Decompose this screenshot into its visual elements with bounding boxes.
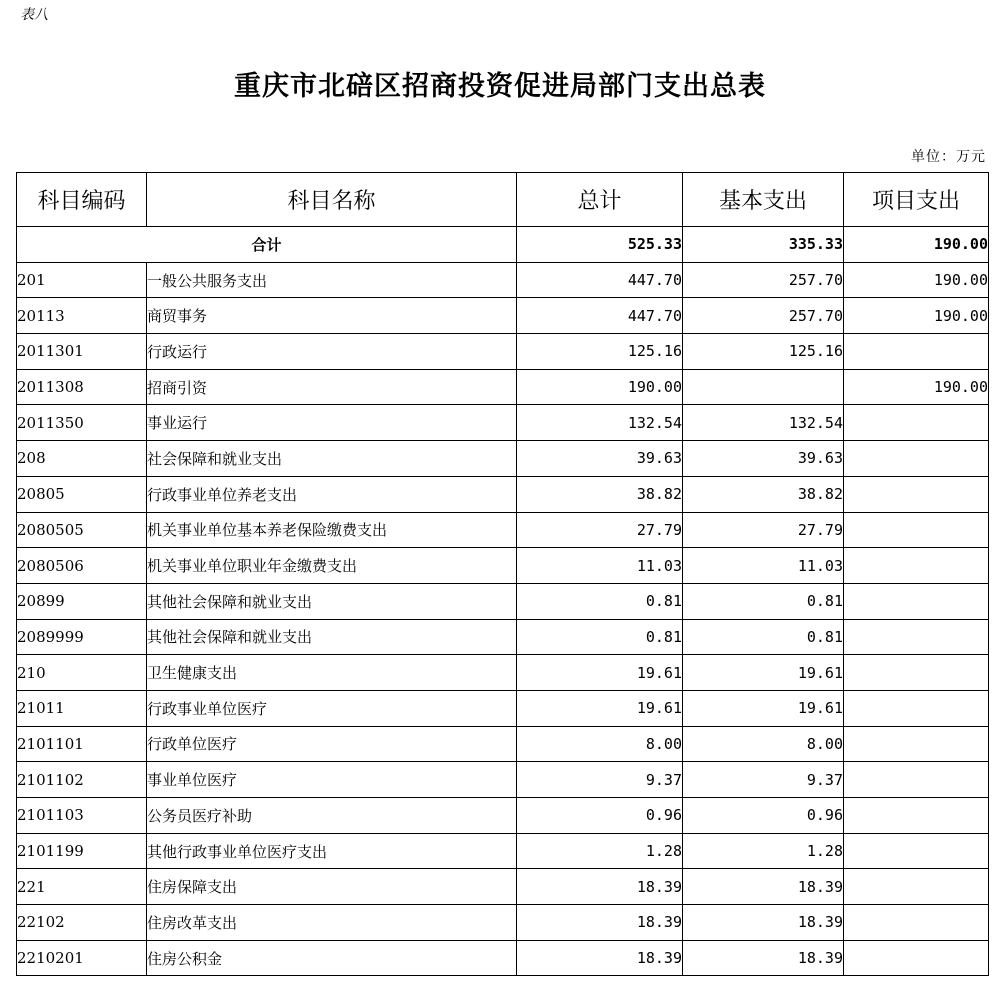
table-row: [17, 833, 989, 869]
row-name: 住房保障支出: [147, 869, 517, 905]
row-basic: 8.00: [683, 726, 844, 762]
row-code: 210: [17, 655, 147, 691]
table-row: [17, 262, 989, 298]
table-row: [17, 726, 989, 762]
row-name: 事业单位医疗: [147, 762, 517, 798]
row-code: 2080506: [17, 548, 147, 584]
table-row: [17, 441, 989, 477]
row-code: 2011350: [17, 405, 147, 441]
table-row: [17, 655, 989, 691]
total-total: 525.33: [517, 227, 683, 263]
row-code: 21011: [17, 690, 147, 726]
row-basic: 18.39: [683, 869, 844, 905]
row-project: [844, 905, 989, 941]
row-basic: 132.54: [683, 405, 844, 441]
row-basic: 0.81: [683, 583, 844, 619]
row-total: 1.28: [517, 833, 683, 869]
row-total: 11.03: [517, 548, 683, 584]
total-label: 合计: [17, 227, 517, 263]
table-row: [17, 619, 989, 655]
row-code: 20805: [17, 476, 147, 512]
header-basic: 基本支出: [683, 173, 844, 227]
table-header-row: [17, 173, 989, 227]
row-total: 18.39: [517, 905, 683, 941]
row-name: 事业运行: [147, 405, 517, 441]
row-code: 2080505: [17, 512, 147, 548]
table-row: [17, 583, 989, 619]
row-total: 132.54: [517, 405, 683, 441]
table-row: [17, 369, 989, 405]
row-total: 9.37: [517, 762, 683, 798]
row-code: 2089999: [17, 619, 147, 655]
row-project: [844, 690, 989, 726]
row-basic: 11.03: [683, 548, 844, 584]
row-basic: 27.79: [683, 512, 844, 548]
row-code: 2210201: [17, 940, 147, 976]
row-project: [844, 441, 989, 477]
row-project: [844, 869, 989, 905]
row-total: 27.79: [517, 512, 683, 548]
row-basic: 18.39: [683, 905, 844, 941]
row-code: 2101199: [17, 833, 147, 869]
row-total: 447.70: [517, 262, 683, 298]
row-basic: 18.39: [683, 940, 844, 976]
row-code: 2011308: [17, 369, 147, 405]
row-total: 38.82: [517, 476, 683, 512]
row-basic: 9.37: [683, 762, 844, 798]
row-project: [844, 405, 989, 441]
row-code: 201: [17, 262, 147, 298]
row-name: 机关事业单位职业年金缴费支出: [147, 548, 517, 584]
row-name: 卫生健康支出: [147, 655, 517, 691]
row-project: 190.00: [844, 369, 989, 405]
row-project: [844, 940, 989, 976]
row-basic: 39.63: [683, 441, 844, 477]
table-row: [17, 762, 989, 798]
row-name: 住房改革支出: [147, 905, 517, 941]
table-number-label: 表八: [20, 7, 48, 23]
table-row: [17, 405, 989, 441]
row-project: [844, 833, 989, 869]
expenditure-table: [16, 172, 989, 976]
row-code: 20899: [17, 583, 147, 619]
row-code: 221: [17, 869, 147, 905]
row-basic: 1.28: [683, 833, 844, 869]
row-code: 208: [17, 441, 147, 477]
row-project: [844, 583, 989, 619]
row-total: 18.39: [517, 940, 683, 976]
row-basic: 125.16: [683, 334, 844, 370]
row-project: [844, 762, 989, 798]
header-total: 总计: [517, 173, 683, 227]
row-total: 18.39: [517, 869, 683, 905]
row-total: 0.81: [517, 583, 683, 619]
row-code: 2101101: [17, 726, 147, 762]
row-total: 447.70: [517, 298, 683, 334]
row-total: 19.61: [517, 655, 683, 691]
header-name: 科目名称: [147, 173, 517, 227]
row-total: 0.96: [517, 798, 683, 834]
row-code: 2101103: [17, 798, 147, 834]
row-name: 机关事业单位基本养老保险缴费支出: [147, 512, 517, 548]
row-project: 190.00: [844, 262, 989, 298]
row-basic: 38.82: [683, 476, 844, 512]
row-total: 19.61: [517, 690, 683, 726]
row-project: [844, 619, 989, 655]
row-name: 行政事业单位医疗: [147, 690, 517, 726]
row-project: [844, 655, 989, 691]
table-row: [17, 512, 989, 548]
table-row: [17, 869, 989, 905]
row-project: [844, 512, 989, 548]
row-basic: 19.61: [683, 655, 844, 691]
row-name: 招商引资: [147, 369, 517, 405]
row-code: 2011301: [17, 334, 147, 370]
table-row: [17, 905, 989, 941]
row-basic: [683, 369, 844, 405]
row-total: 8.00: [517, 726, 683, 762]
header-project: 项目支出: [844, 173, 989, 227]
row-project: [844, 726, 989, 762]
table-row: [17, 298, 989, 334]
row-name: 住房公积金: [147, 940, 517, 976]
row-project: [844, 476, 989, 512]
unit-label: 单位：万元: [911, 149, 986, 165]
row-name: 行政运行: [147, 334, 517, 370]
row-project: [844, 334, 989, 370]
row-code: 22102: [17, 905, 147, 941]
table-row: [17, 940, 989, 976]
row-total: 125.16: [517, 334, 683, 370]
row-basic: 19.61: [683, 690, 844, 726]
table-row: [17, 548, 989, 584]
row-code: 20113: [17, 298, 147, 334]
row-name: 其他社会保障和就业支出: [147, 619, 517, 655]
row-name: 其他行政事业单位医疗支出: [147, 833, 517, 869]
total-project: 190.00: [844, 227, 989, 263]
row-code: 2101102: [17, 762, 147, 798]
row-basic: 257.70: [683, 298, 844, 334]
row-name: 行政单位医疗: [147, 726, 517, 762]
row-total: 39.63: [517, 441, 683, 477]
row-project: [844, 548, 989, 584]
row-basic: 0.96: [683, 798, 844, 834]
row-name: 商贸事务: [147, 298, 517, 334]
row-name: 其他社会保障和就业支出: [147, 583, 517, 619]
row-name: 一般公共服务支出: [147, 262, 517, 298]
header-code: 科目编码: [17, 173, 147, 227]
row-name: 公务员医疗补助: [147, 798, 517, 834]
table-row: [17, 690, 989, 726]
page-title: 重庆市北碚区招商投资促进局部门支出总表: [234, 71, 766, 102]
row-project: [844, 798, 989, 834]
row-name: 社会保障和就业支出: [147, 441, 517, 477]
row-total: 0.81: [517, 619, 683, 655]
total-row: [17, 227, 989, 263]
row-name: 行政事业单位养老支出: [147, 476, 517, 512]
total-basic: 335.33: [683, 227, 844, 263]
row-basic: 0.81: [683, 619, 844, 655]
table-row: [17, 476, 989, 512]
row-project: 190.00: [844, 298, 989, 334]
table-row: [17, 798, 989, 834]
row-basic: 257.70: [683, 262, 844, 298]
table-row: [17, 334, 989, 370]
row-total: 190.00: [517, 369, 683, 405]
